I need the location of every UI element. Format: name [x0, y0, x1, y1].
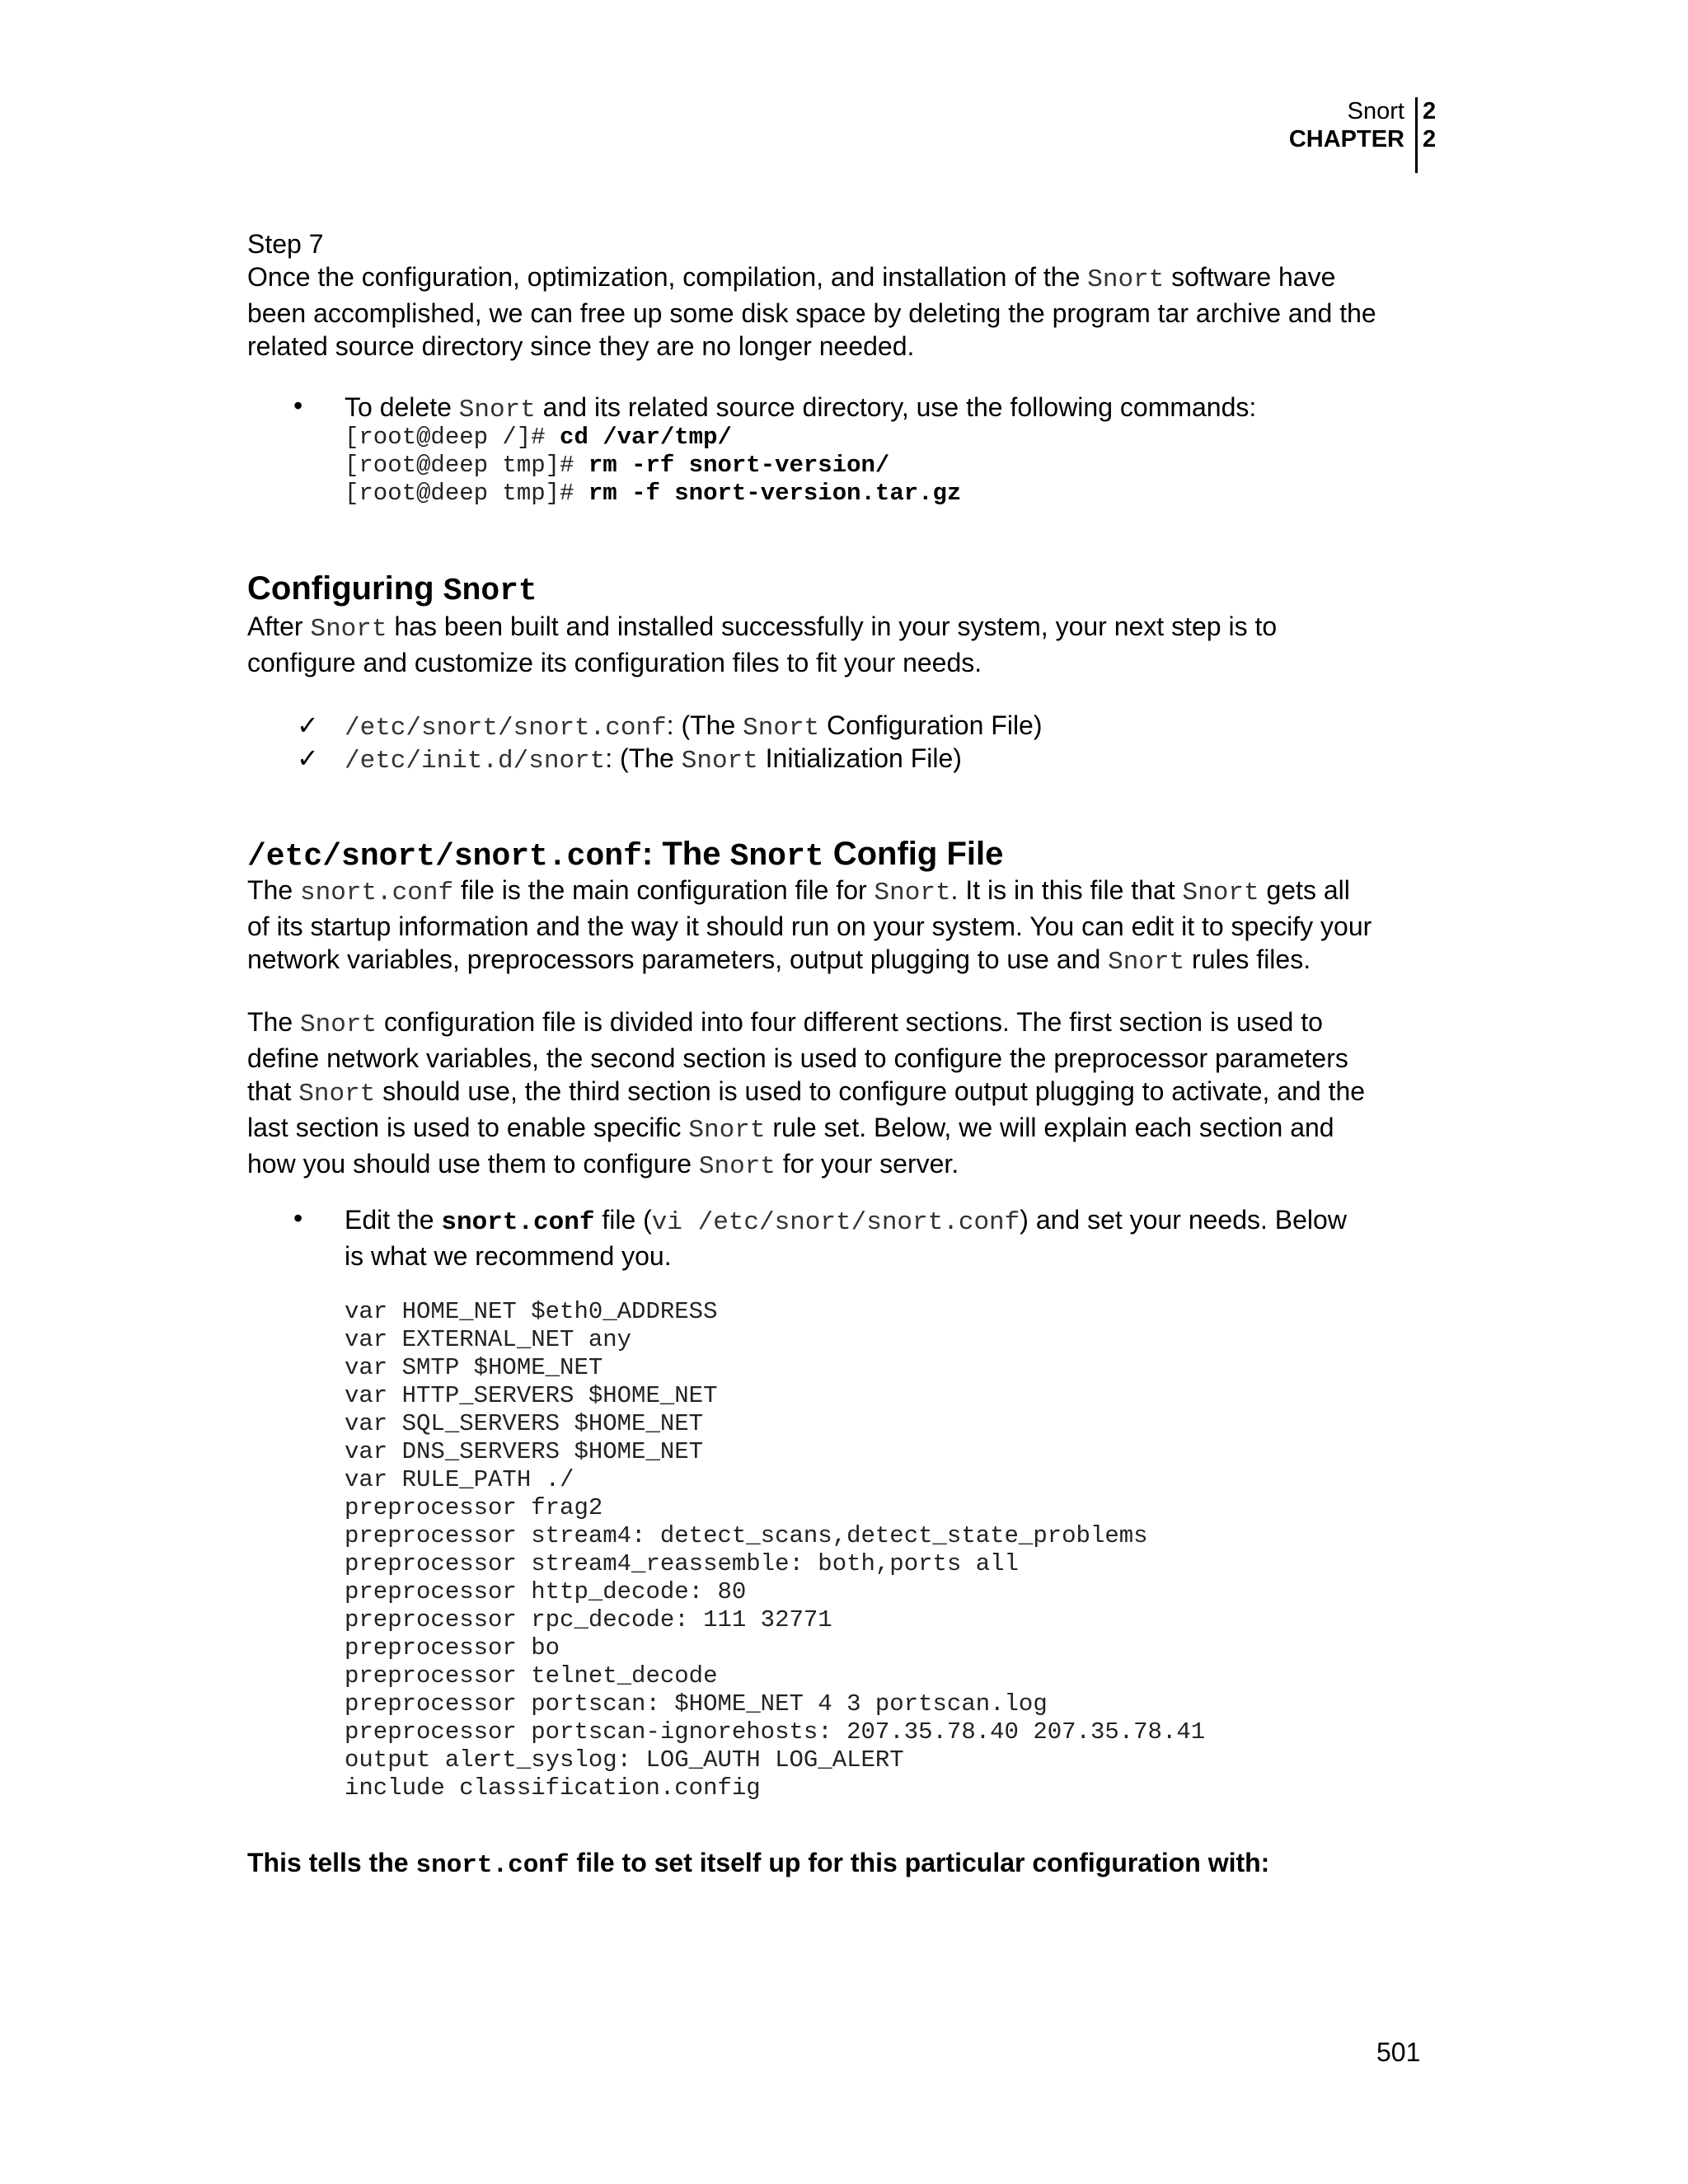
config-line: preprocessor portscan: $HOME_NET 4 3 portscan.log [345, 1690, 1048, 1718]
snort-conf-heading: /etc/snort/snort.conf: The Snort Config File [247, 836, 1004, 874]
config-line: preprocessor telnet_decode [345, 1662, 718, 1690]
para2-line-4: last section is used to enable specific Snort rule set. Below, we will explain each section and [247, 1113, 1334, 1145]
chapter-label: CHAPTER [1288, 126, 1404, 152]
step7-paragraph [247, 260, 1451, 363]
bullet-dot: • [293, 391, 303, 420]
config-file-item: /etc/snort/snort.conf: (The Snort Configuration File) [345, 710, 1043, 743]
edit-line-2: is what we recommend you. [345, 1241, 672, 1271]
edit-instruction [345, 1203, 1449, 1272]
chapter-number-2: 2 [1423, 126, 1437, 152]
para1-line-3: network variables, preprocessors parameters, output plugging to use and Snort rules files. [247, 944, 1311, 977]
para2-line-1: The Snort configuration file is divided into four different sections. The first section is used to [247, 1007, 1323, 1039]
config-line: preprocessor portscan-ignorehosts: 207.35.78.40 207.35.78.41 [345, 1718, 1206, 1746]
para2-line-2: define network variables, the second section is used to configure the preprocessor parameters [247, 1043, 1348, 1073]
config-line: var RULE_PATH ./ [345, 1466, 574, 1493]
header-divider [1415, 97, 1418, 173]
snort-conf-paragraph-2 [247, 1005, 1451, 1183]
para1-line-2: of its startup information and the way it should run on your system. You can edit it to specify your [247, 912, 1372, 941]
config-line: preprocessor rpc_decode: 111 32771 [345, 1606, 832, 1633]
para1-line-1: The snort.conf file is the main configuration file for Snort. It is in this file that Snort gets all [247, 875, 1350, 907]
step7-line-2: been accomplished, we can free up some disk space by deleting the program tar archive and the [247, 298, 1376, 328]
snort-conf-paragraph-1 [247, 874, 1451, 979]
configuring-paragraph [247, 610, 1451, 679]
config-line: preprocessor stream4_reassemble: both,ports all [345, 1550, 1019, 1577]
command-line: [root@deep tmp]# rm -f snort-version.tar.gz [345, 480, 962, 507]
config-line: preprocessor bo [345, 1634, 560, 1661]
config-line: preprocessor http_decode: 80 [345, 1578, 747, 1605]
configuring-heading: Configuring Snort [247, 570, 537, 609]
configuring-line-2: configure and customize its configuration files to fit your needs. [247, 648, 982, 677]
config-line: var SMTP $HOME_NET [345, 1354, 603, 1381]
checkmark-icon: ✓ [297, 710, 319, 740]
step-heading: Step 7 [247, 229, 324, 259]
config-line: var SQL_SERVERS $HOME_NET [345, 1410, 704, 1437]
command-line: [root@deep tmp]# rm -rf snort-version/ [345, 452, 890, 479]
step7-line-3: related source directory since they are no longer needed. [247, 331, 915, 361]
running-header [1289, 97, 1404, 153]
chapter-number: 2 [1423, 98, 1437, 124]
running-title: Snort [1347, 98, 1404, 124]
config-line: include classification.config [345, 1774, 761, 1802]
config-line: var DNS_SERVERS $HOME_NET [345, 1438, 704, 1465]
closing-statement: This tells the snort.conf file to set itself up for this particular configuration with: [247, 1848, 1270, 1880]
edit-line-1: Edit the snort.conf file (vi /etc/snort/snort.conf) and set your needs. Below [345, 1205, 1347, 1237]
para2-line-3: that Snort should use, the third section is used to configure output plugging to activate, and the [247, 1076, 1366, 1108]
delete-instruction: To delete Snort and its related source directory, use the following commands: [345, 392, 1257, 424]
step7-line-1: Once the configuration, optimization, compilation, and installation of the Snort software have [247, 262, 1336, 294]
config-line: preprocessor stream4: detect_scans,detect_state_problems [345, 1522, 1148, 1549]
page-number: 501 [1376, 2037, 1421, 2067]
config-line: var HTTP_SERVERS $HOME_NET [345, 1382, 718, 1409]
config-line: preprocessor frag2 [345, 1494, 603, 1521]
config-line: var HOME_NET $eth0_ADDRESS [345, 1298, 718, 1325]
bullet-dot: • [293, 1203, 303, 1233]
chapter-number-block [1423, 97, 1436, 153]
checkmark-icon: ✓ [297, 743, 319, 773]
command-line: [root@deep /]# cd /var/tmp/ [345, 424, 732, 451]
configuring-line-1: After Snort has been built and installed successfully in your system, your next step is to [247, 612, 1278, 644]
para2-line-5: how you should use them to configure Snort for your server. [247, 1149, 959, 1181]
delete-commands [345, 424, 961, 508]
config-line: var EXTERNAL_NET any [345, 1326, 632, 1353]
config-line: output alert_syslog: LOG_AUTH LOG_ALERT [345, 1746, 904, 1774]
init-file-item: /etc/init.d/snort: (The Snort Initialization File) [345, 743, 962, 776]
snort-conf-listing [345, 1298, 1205, 1802]
